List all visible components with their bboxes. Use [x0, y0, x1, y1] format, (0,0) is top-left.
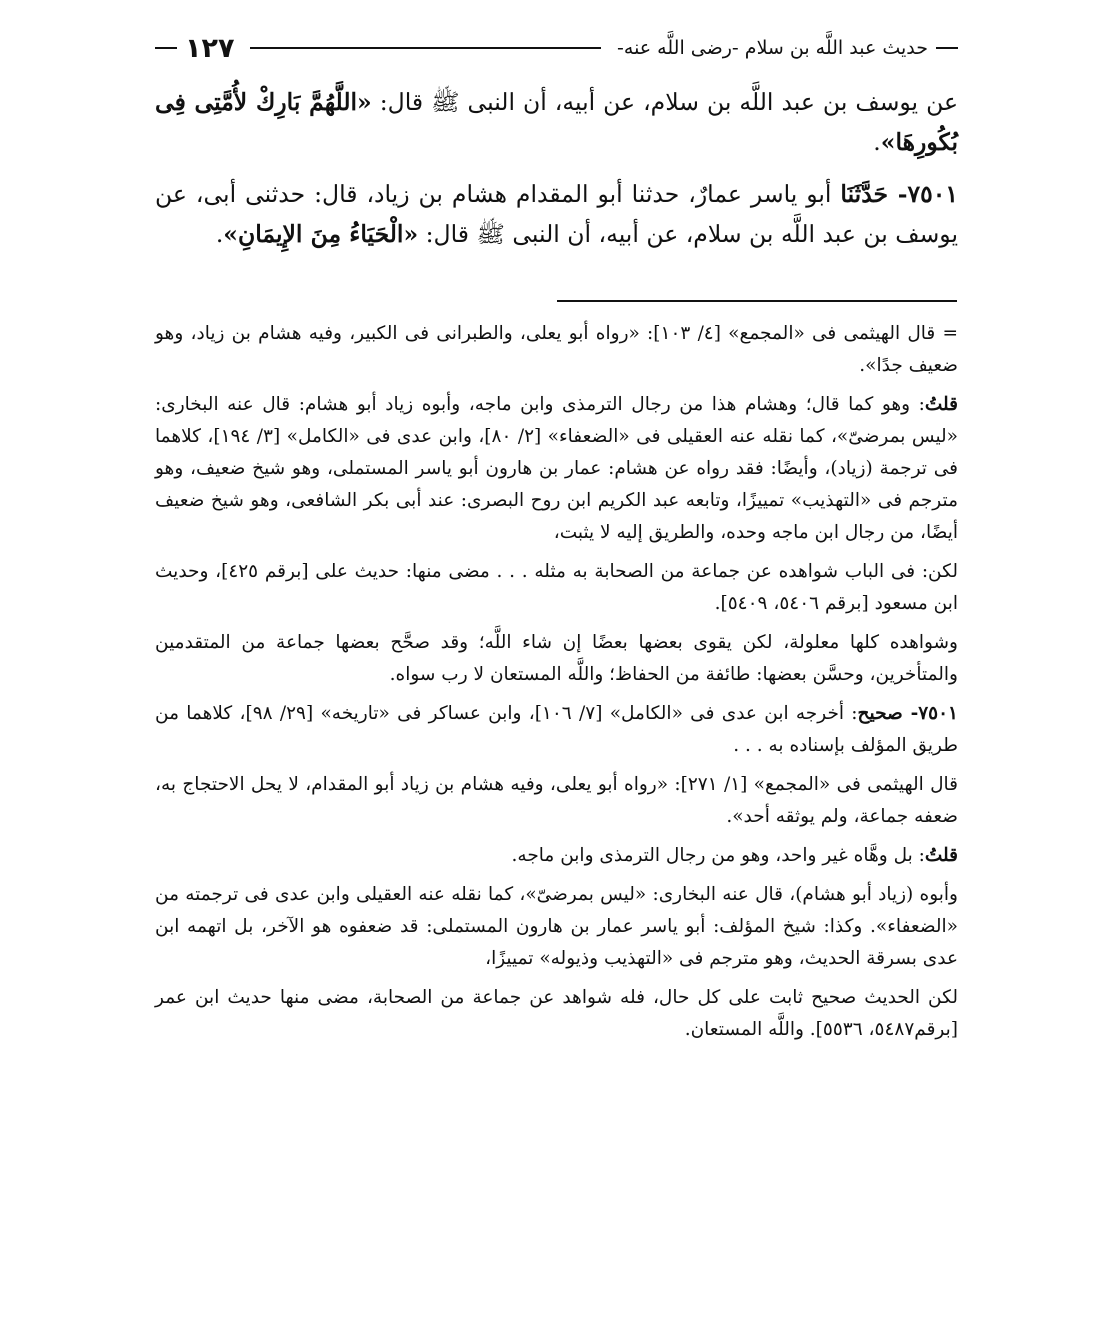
note-label: ٧٥٠١- صحيح	[857, 703, 958, 724]
footnote-paragraph	[155, 698, 958, 762]
hadith-7500-ending	[155, 82, 958, 162]
note-text: : وهو كما قال؛ وهشام هذا من رجال الترمذى وابن ماجه، وأبوه زياد أبو هشام: قال عنه البخارى: «ليس بمرضىّ»، كما نقله عنه العقيلى فى «الضعفاء» [٢/ ٨٠]، وابن عدى فى «الكامل» [٣/ ١٩٤]، كلاهما فى ترجمة (زياد)، وأيضًا: فقد رواه عن هشام: عمار بن هارون أبو ياسر المستملى، وهو شيخ ضعيف، وهو مترجم فى «التهذيب» تمييزًا، وتابعه عبد الكريم ابن روح البصرى: عند أبى بكر الشافعى، وهو شيخ ضعيف أيضًا، من رجال ابن ماجه وحده، والطريق إليه لا يثبت،	[155, 394, 958, 543]
footnote-paragraph: قال الهيثمى فى «المجمع» [١/ ٢٧١]: «رواه أبو يعلى، وفيه هشام بن زياد أبو المقدام، لا يحل الاحتجاج به، ضعفه جماعة، ولم يوثقه أحد».	[155, 774, 958, 827]
footnote-paragraph: = قال الهيثمى فى «المجمع» [٤/ ١٠٣]: «رواه أبو يعلى، والطبرانى فى الكبير، وفيه هشام بن زياد، وهو ضعيف جدًا».	[155, 323, 958, 376]
page-number: ١٢٧	[185, 32, 235, 64]
prophetic-quote: «اللَّهُمَّ بَارِكْ لأُمَّتِى فِى بُكُورِهَا»	[155, 88, 958, 156]
hadith-text-segment: عن يوسف بن عبد اللَّه بن سلام، عن أبيه، أن النبى ﷺ قال:	[371, 88, 958, 116]
note-label: قلتُ	[924, 394, 958, 415]
footnote-paragraph	[155, 389, 958, 549]
period: .	[215, 220, 224, 248]
footnote-paragraph: لكن: فى الباب شواهده عن جماعة من الصحابة به مثله . . . مضى منها: حديث على [برقم ٤٢٥]، وحديث ابن مسعود [برقم ٥٤٠٦، ٥٤٠٩].	[155, 561, 958, 614]
footnote-paragraph: وشواهده كلها معلولة، لكن يقوى بعضها بعضًا إن شاء اللَّه؛ وقد صحَّح بعضها جماعة من المتقدمين والمتأخرين، وحسَّن بعضها: طائفة من الحفاظ؛ واللَّه المستعان لا رب سواه.	[155, 632, 958, 685]
header-rule	[250, 47, 601, 49]
hadith-text-segment: أبو ياسر عمارٌ، حدثنا أبو المقدام هشام بن زياد، قال: حدثنى أبى، عن يوسف بن عبد اللَّه بن سلام، عن أبيه، أن النبى ﷺ قال:	[155, 180, 958, 248]
period: .	[873, 128, 881, 156]
footnote-separator	[557, 300, 957, 302]
hadith-number: ٧٥٠١- حَدَّثَنَا	[840, 180, 958, 208]
header-dash-end	[155, 47, 177, 49]
hadith-7501	[155, 174, 958, 254]
hadith-text	[155, 82, 958, 266]
footnote-paragraph: وأبوه (زياد أبو هشام)، قال عنه البخارى: «ليس بمرضىّ»، كما نقله عنه العقيلى وابن عدى فى ترجمته من «الضعفاء». وكذا: شيخ المؤلف: أبو ياسر عمار بن هارون المستملى: قد ضعفوه هو الآخر، بل اتهمه ابن عدى بسرقة الحديث، وهو مترجم فى «التهذيب وذيوله» تمييزًا،	[155, 884, 958, 969]
running-title: حديث عبد اللَّه بن سلام -رضى اللَّه عنه-	[617, 37, 928, 59]
footnote-paragraph: لكن الحديث صحيح ثابت على كل حال، فله شواهد عن جماعة من الصحابة، مضى منها حديث ابن عمر [برقم٥٤٨٧، ٥٥٣٦]. واللَّه المستعان.	[155, 987, 958, 1040]
header-dash	[936, 47, 958, 49]
footnotes	[155, 318, 958, 1053]
note-label: قلتُ	[924, 845, 958, 866]
note-text: : أخرجه ابن عدى فى «الكامل» [٧/ ١٠٦]، وابن عساكر فى «تاريخه» [٢٩/ ٩٨]، كلاهما من طريق المؤلف بإسناده به . . .	[155, 703, 958, 756]
prophetic-quote: «الْحَيَاءُ مِنَ الإِيمَانِ»	[223, 220, 419, 248]
running-header	[155, 28, 958, 68]
footnote-paragraph	[155, 840, 958, 872]
note-text: : بل وهَّاه غير واحد، وهو من رجال الترمذى وابن ماجه.	[511, 845, 925, 866]
